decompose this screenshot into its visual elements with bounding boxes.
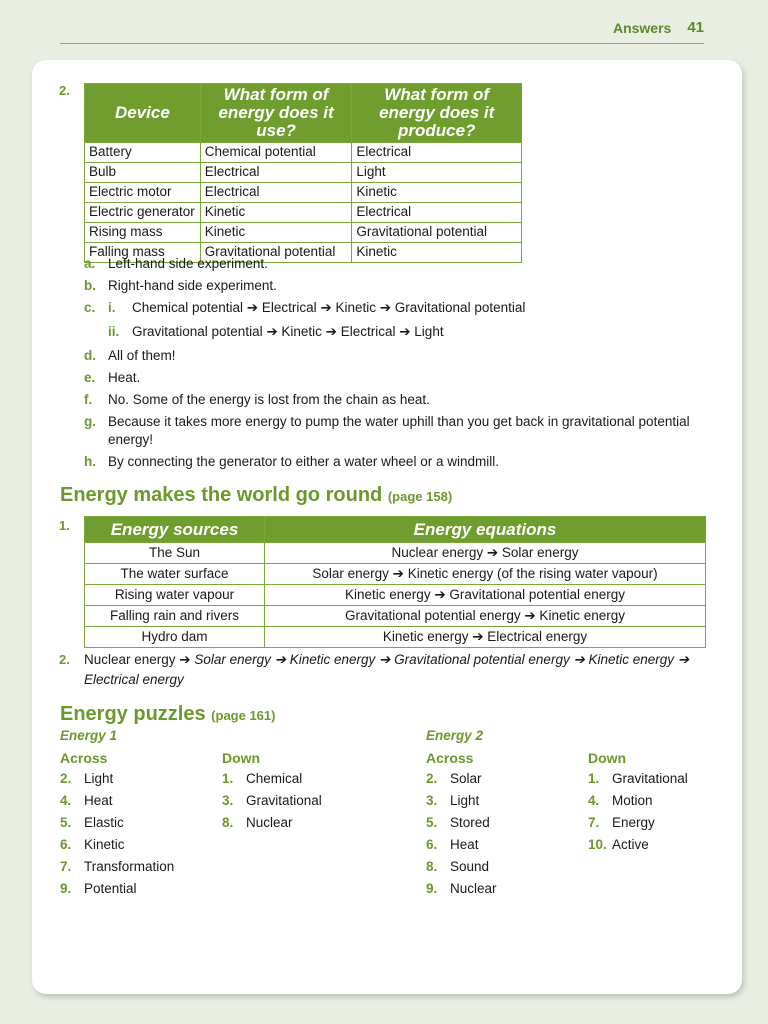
table-cell: Battery <box>85 142 201 162</box>
item-label: a. <box>84 256 96 271</box>
table-row <box>85 627 706 648</box>
item-label: c. <box>84 300 96 315</box>
clue-number: 8. <box>222 815 234 830</box>
clue-number: 5. <box>60 815 72 830</box>
section-title <box>60 484 452 507</box>
table-cell: Light <box>352 162 522 182</box>
page-header <box>60 12 704 44</box>
table-cell: Electrical <box>352 142 522 162</box>
energy1-down <box>222 750 322 836</box>
list-item <box>60 770 174 788</box>
list-item <box>426 770 497 788</box>
page-number: 41 <box>687 19 704 36</box>
table-row <box>85 606 706 627</box>
list-item <box>588 814 688 832</box>
table-cell: Gravitational potential <box>352 222 522 242</box>
page-reference: (page 161) <box>211 708 276 723</box>
table-cell: Nuclear energy ➔ Solar energy <box>265 543 706 564</box>
column-heading: Across <box>60 750 108 766</box>
table-cell: Kinetic energy ➔ Gravitational potential energy <box>265 585 706 606</box>
column-header: Energy sources <box>85 517 265 543</box>
column-header: What form of energy does it produce? <box>352 84 522 143</box>
list-item <box>588 836 688 854</box>
clue-number: 2. <box>426 771 438 786</box>
table-cell: Kinetic energy ➔ Electrical energy <box>265 627 706 648</box>
table-row <box>85 222 522 242</box>
clue-number: 9. <box>60 881 72 896</box>
clue-answer: Solar <box>450 771 482 786</box>
clue-number: 1. <box>588 771 600 786</box>
answer-card <box>32 60 742 994</box>
clue-answer: Light <box>450 793 480 808</box>
item-text: Heat. <box>108 370 141 385</box>
list-item <box>84 277 724 295</box>
table-cell: Falling rain and rivers <box>85 606 265 627</box>
table-body <box>85 543 706 648</box>
item-label: f. <box>84 392 93 407</box>
clue-number: 6. <box>426 837 438 852</box>
sub-item-label: i. <box>108 300 116 315</box>
table-cell: Rising mass <box>85 222 201 242</box>
question-number: 1. <box>59 518 70 533</box>
question-number: 2. <box>59 83 70 98</box>
energy-sources-table <box>84 516 706 648</box>
clue-number: 4. <box>588 793 600 808</box>
list-item <box>84 299 724 317</box>
list-item <box>426 858 497 876</box>
table-cell: Kinetic <box>200 202 352 222</box>
table-cell: Solar energy ➔ Kinetic energy (of the rising water vapour) <box>265 564 706 585</box>
list-item <box>426 836 497 854</box>
table-cell: Kinetic <box>352 182 522 202</box>
item-text: No. Some of the energy is lost from the chain as heat. <box>108 392 430 407</box>
item-text: Left-hand side experiment. <box>108 256 268 271</box>
column-header: Energy equations <box>265 517 706 543</box>
list-item <box>426 792 497 810</box>
table-cell: Electrical <box>200 162 352 182</box>
clue-number: 4. <box>60 793 72 808</box>
answer-list <box>84 255 724 475</box>
clue-answer: Transformation <box>84 859 175 874</box>
table-header-row <box>85 517 706 543</box>
list-item <box>84 391 724 409</box>
clue-answer: Sound <box>450 859 490 874</box>
section-heading: Energy puzzles <box>60 703 206 725</box>
list-item <box>84 453 724 471</box>
clue-answer: Nuclear <box>246 815 293 830</box>
table-cell: Electrical <box>200 182 352 202</box>
item-text: Because it takes more energy to pump the water uphill than you get back in gravitational potential energy! <box>108 414 690 447</box>
list-item <box>84 413 724 449</box>
list-item <box>60 792 174 810</box>
clue-number: 8. <box>426 859 438 874</box>
section-title <box>60 703 275 726</box>
list-item <box>84 255 724 273</box>
energy2-across <box>426 750 497 902</box>
sub-item-label: ii. <box>108 324 120 339</box>
list-item <box>588 770 688 788</box>
item-label: e. <box>84 370 96 385</box>
clue-number: 7. <box>60 859 72 874</box>
item-label: g. <box>84 414 96 429</box>
list-item <box>84 323 724 341</box>
device-energy-table <box>84 83 522 263</box>
clue-answer: Active <box>612 837 649 852</box>
chain-start: Nuclear energy ➔ <box>84 652 195 667</box>
item-text: By connecting the generator to either a water wheel or a windmill. <box>108 454 499 469</box>
table-cell: Gravitational potential <box>200 242 352 262</box>
column-header: What form of energy does it use? <box>200 84 352 143</box>
clue-answer: Stored <box>450 815 490 830</box>
list-item <box>222 814 322 832</box>
clue-number: 10. <box>588 837 607 852</box>
list-item <box>60 814 174 832</box>
list-item <box>588 792 688 810</box>
list-item <box>60 836 174 854</box>
clue-answer: Heat <box>450 837 479 852</box>
list-item <box>222 770 322 788</box>
clue-answer: Kinetic <box>84 837 125 852</box>
clue-answer: Chemical <box>246 771 303 786</box>
list-item <box>60 858 174 876</box>
item-label: b. <box>84 278 96 293</box>
table-header-row <box>85 84 522 143</box>
clue-number: 5. <box>426 815 438 830</box>
page-reference: (page 158) <box>387 489 453 504</box>
clue-answer: Gravitational <box>246 793 322 808</box>
table-row <box>85 182 522 202</box>
clue-answer: Light <box>84 771 114 786</box>
energy2-down <box>588 750 688 858</box>
table-cell: Falling mass <box>85 242 201 262</box>
table-cell: Hydro dam <box>85 627 265 648</box>
table-cell: Electrical <box>352 202 522 222</box>
table-cell: Rising water vapour <box>85 585 265 606</box>
list-item <box>84 347 724 365</box>
item-label: h. <box>84 454 96 469</box>
table-cell: Kinetic <box>352 242 522 262</box>
item-label: d. <box>84 348 96 363</box>
clue-number: 6. <box>60 837 72 852</box>
energy-chain-answer <box>84 650 714 690</box>
clue-answer: Gravitational <box>612 771 688 786</box>
item-text: Right-hand side experiment. <box>108 278 277 293</box>
chain-rest: Solar energy ➔ Kinetic energy ➔ Gravitational potential energy ➔ Kinetic energy ➔ Electrical energy <box>84 652 690 687</box>
table-row <box>85 543 706 564</box>
clue-answer: Potential <box>84 881 137 896</box>
puzzle-title: Energy 1 <box>60 728 118 743</box>
list-item <box>60 880 174 898</box>
clue-number: 7. <box>588 815 600 830</box>
clue-answer: Heat <box>84 793 113 808</box>
table-row <box>85 564 706 585</box>
column-heading: Across <box>426 750 474 766</box>
list-item <box>84 369 724 387</box>
puzzle-title: Energy 2 <box>426 728 484 743</box>
table-cell: Electric generator <box>85 202 201 222</box>
question-number: 2. <box>59 652 70 667</box>
clue-answer: Nuclear <box>450 881 497 896</box>
column-heading: Down <box>588 750 627 766</box>
clue-number: 9. <box>426 881 438 896</box>
clue-answer: Energy <box>612 815 655 830</box>
list-item <box>222 792 322 810</box>
table-cell: Chemical potential <box>200 142 352 162</box>
section-name: Answers <box>612 19 672 36</box>
table-cell: Gravitational potential energy ➔ Kinetic energy <box>265 606 706 627</box>
clue-answer: Elastic <box>84 815 124 830</box>
energy1-across <box>60 750 174 902</box>
list-item <box>426 880 497 898</box>
clue-number: 3. <box>222 793 234 808</box>
table-row <box>85 202 522 222</box>
table-row <box>85 162 522 182</box>
section-heading: Energy makes the world go round <box>60 484 383 506</box>
item-text: Gravitational potential ➔ Kinetic ➔ Electrical ➔ Light <box>132 324 444 339</box>
list-item <box>426 814 497 832</box>
table-row <box>85 142 522 162</box>
table-cell: Bulb <box>85 162 201 182</box>
item-text: All of them! <box>108 348 176 363</box>
table-body <box>85 142 522 262</box>
table-cell: Kinetic <box>200 222 352 242</box>
table-cell: The Sun <box>85 543 265 564</box>
column-heading: Down <box>222 750 261 766</box>
clue-number: 3. <box>426 793 438 808</box>
clue-number: 1. <box>222 771 234 786</box>
table-cell: Electric motor <box>85 182 201 202</box>
column-header: Device <box>85 84 201 143</box>
table-cell: The water surface <box>85 564 265 585</box>
clue-answer: Motion <box>612 793 653 808</box>
table-row <box>85 585 706 606</box>
item-text: Chemical potential ➔ Electrical ➔ Kinetic ➔ Gravitational potential <box>132 300 526 315</box>
clue-number: 2. <box>60 771 72 786</box>
